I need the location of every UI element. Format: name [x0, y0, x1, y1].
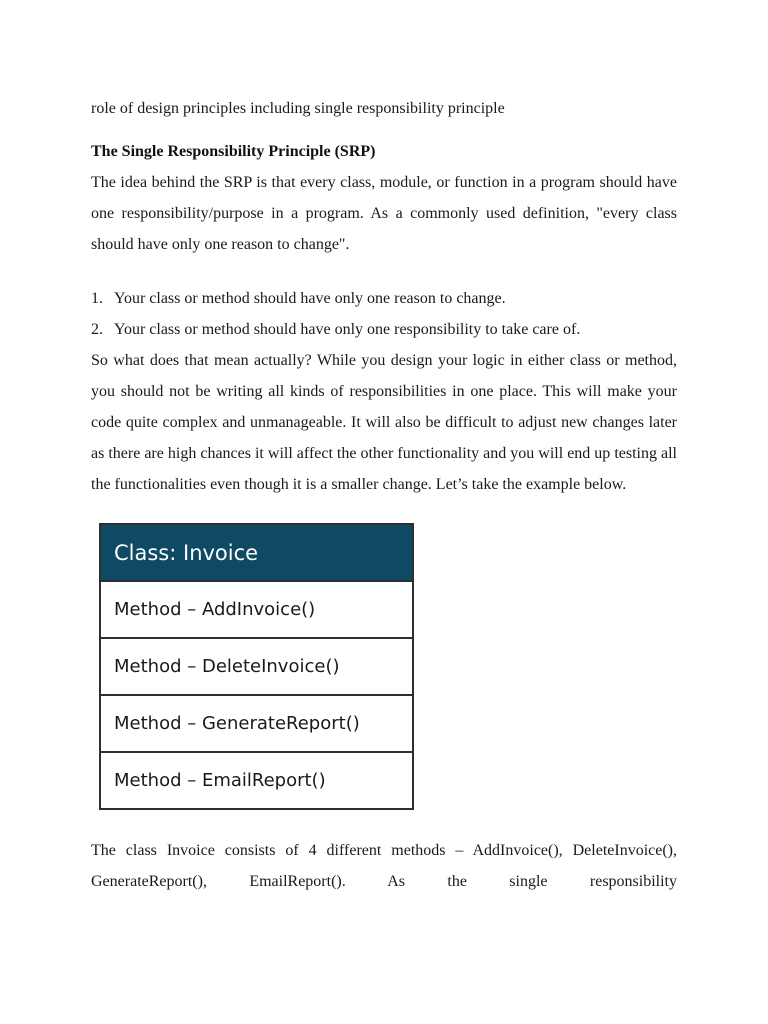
list-text: Your class or method should have only one responsibility to take care of. [114, 321, 581, 338]
document-page [91, 93, 677, 897]
list-number: 1. [91, 290, 103, 307]
method-row: Method – AddInvoice() [101, 582, 412, 639]
intro-line: role of design principles including single responsibility principle [91, 100, 505, 117]
list-item [91, 314, 677, 345]
explanation-paragraph: So what does that mean actually? While you design your logic in either class or method, you should not be writing all kinds of responsibilities in one place. This will make your code quite complex and unmanageable. It will also be difficult to adjust new changes later as there are high chances it will affect the other functionality and you will end up testing all the functionalities even though it is a smaller change. Let’s take the example below. [91, 352, 677, 493]
method-row: Method – GenerateReport() [101, 696, 412, 753]
method-row: Method – DeleteInvoice() [101, 639, 412, 696]
class-title: Class: Invoice [101, 525, 412, 582]
list-text: Your class or method should have only one reason to change. [114, 290, 506, 307]
invoice-class-diagram [99, 523, 414, 810]
list-item [91, 283, 677, 314]
closing-paragraph: The class Invoice consists of 4 different methods – AddInvoice(), DeleteInvoice(), GenerateReport(), EmailReport(). As the single responsibility [91, 842, 677, 890]
srp-paragraph: The idea behind the SRP is that every class, module, or function in a program should have one responsibility/purpose in a program. As a commonly used definition, "every class should have only one reason to change". [91, 174, 677, 253]
section-heading: The Single Responsibility Principle (SRP) [91, 143, 376, 160]
srp-rules-list [91, 283, 677, 345]
list-number: 2. [91, 321, 103, 338]
method-row: Method – EmailReport() [101, 753, 412, 808]
